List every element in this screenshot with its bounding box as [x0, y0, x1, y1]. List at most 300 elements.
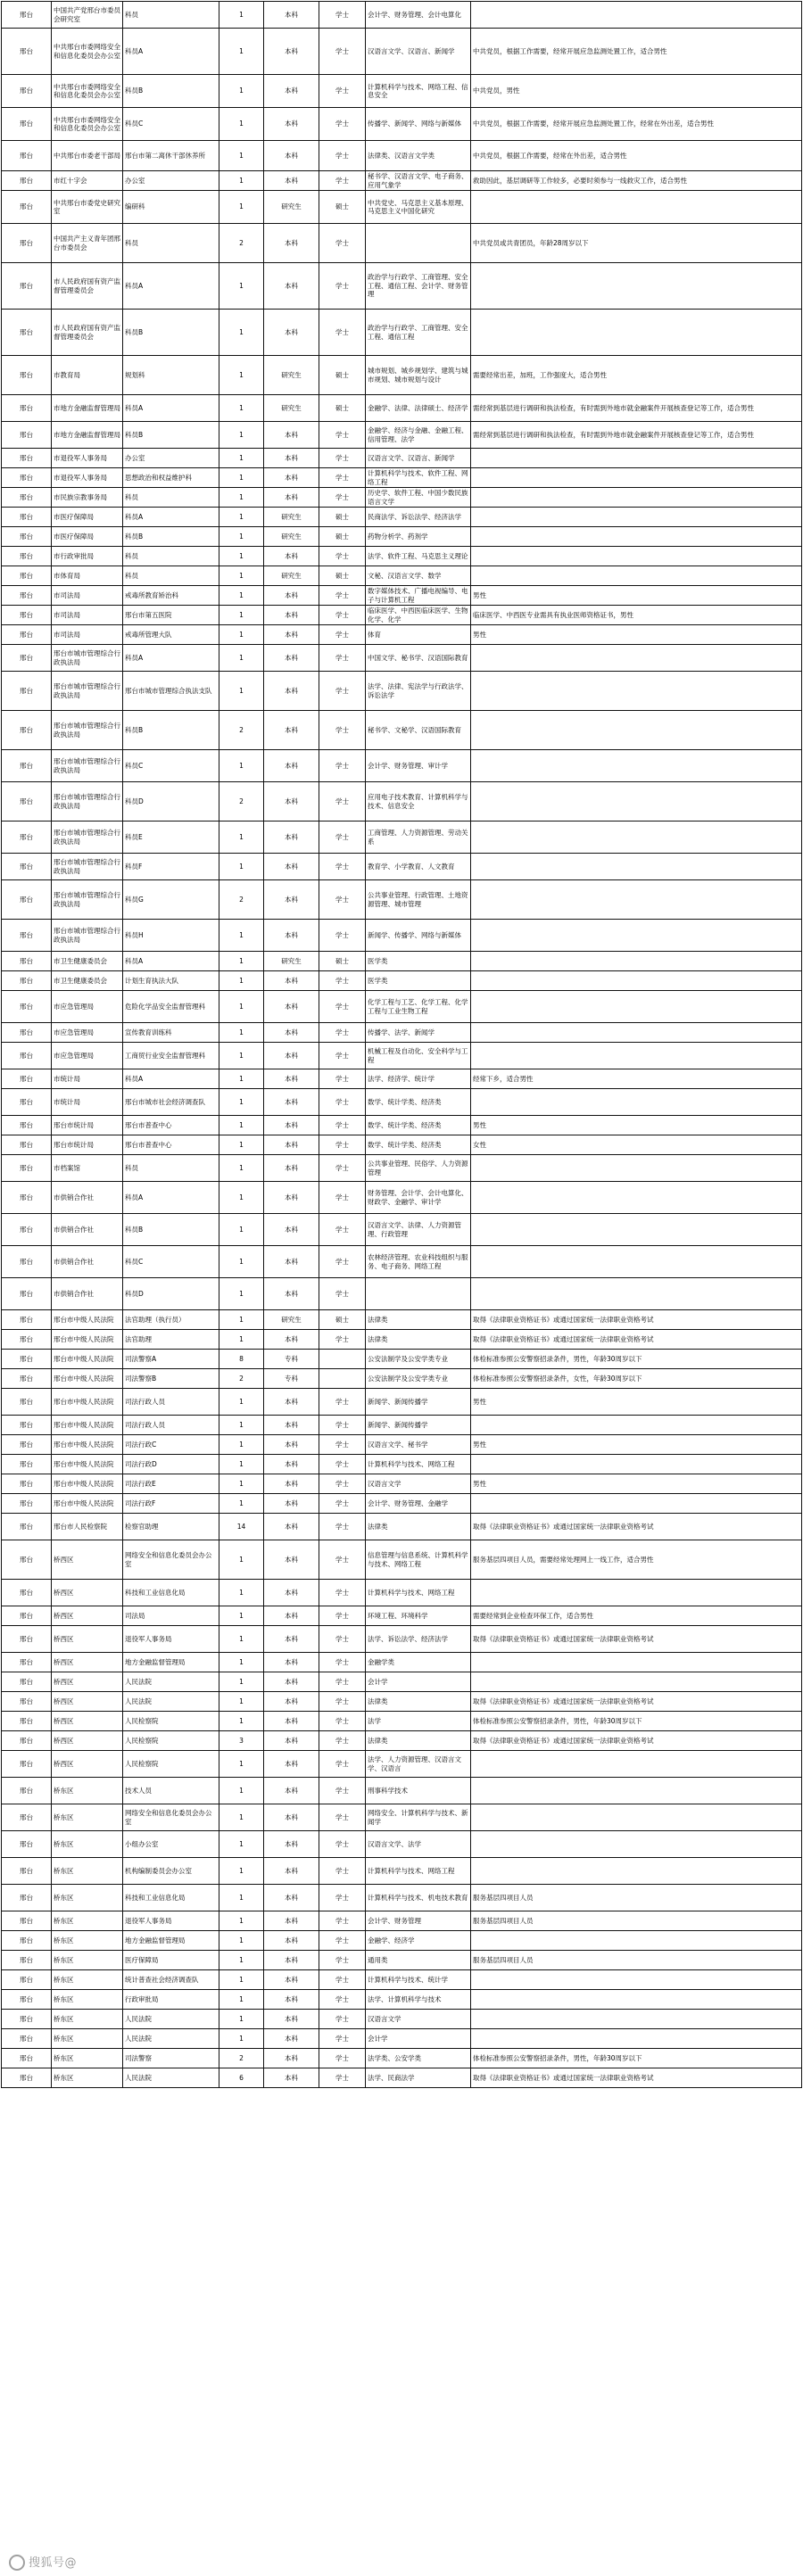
cell-edu: 本科 [264, 422, 319, 449]
table-row [2, 1911, 802, 1931]
cell-notes: 经常下乡，适合男性 [471, 1069, 802, 1089]
cell-major: 公共事业管理、行政管理、土地资源管理、城市管理 [366, 880, 471, 920]
cell-edu: 专科 [264, 1350, 319, 1369]
cell-count: 1 [219, 141, 264, 171]
cell-notes: 取得《法律职业资格证书》或通过国家统一法律职业资格考试 [471, 1514, 802, 1540]
cell-region: 邢台 [2, 1692, 52, 1712]
cell-unit: 邢台市人民检察院 [52, 1514, 123, 1540]
cell-notes [471, 1990, 802, 2010]
cell-post: 人民法院 [123, 1672, 219, 1692]
cell-count: 1 [219, 1858, 264, 1885]
table-row [2, 1672, 802, 1692]
cell-unit: 市司法局 [52, 606, 123, 625]
cell-edu: 本科 [264, 1214, 319, 1246]
table-row [2, 750, 802, 782]
cell-major: 汉语言文学 [366, 1474, 471, 1494]
cell-major: 会计学、财务管理、会计电算化 [366, 2, 471, 29]
cell-edu: 本科 [264, 606, 319, 625]
cell-count: 1 [219, 566, 264, 586]
cell-region: 邢台 [2, 1369, 52, 1389]
cell-post: 司法行政F [123, 1494, 219, 1514]
cell-post: 检察官助理 [123, 1514, 219, 1540]
table-row [2, 547, 802, 566]
cell-unit: 市应急管理局 [52, 1023, 123, 1043]
cell-deg: 学士 [319, 224, 366, 263]
cell-count: 1 [219, 1246, 264, 1278]
cell-notes: 取得《法律职业资格证书》或通过国家统一法律职业资格考试 [471, 1692, 802, 1712]
cell-deg: 硕士 [319, 527, 366, 547]
table-row [2, 1653, 802, 1672]
cell-unit: 桥东区 [52, 1831, 123, 1858]
cell-major: 机械工程及自动化、安全科学与工程 [366, 1043, 471, 1069]
cell-post: 科员C [123, 750, 219, 782]
cell-count: 1 [219, 586, 264, 606]
cell-edu: 本科 [264, 1135, 319, 1155]
cell-notes: 需经常到基层进行调研和执法检查，有时需到外地市就金融案件开展核查登记等工作，适合男性 [471, 395, 802, 422]
table-row [2, 1214, 802, 1246]
cell-deg: 学士 [319, 171, 366, 191]
cell-major: 文秘、汉语言文学、数学 [366, 566, 471, 586]
cell-notes [471, 2029, 802, 2049]
cell-edu: 本科 [264, 488, 319, 508]
cell-edu: 本科 [264, 1278, 319, 1310]
cell-post: 科员H [123, 920, 219, 952]
cell-major: 法律类 [366, 1692, 471, 1712]
table-row [2, 1389, 802, 1416]
cell-region: 邢台 [2, 854, 52, 880]
cell-region: 邢台 [2, 1416, 52, 1435]
cell-deg: 学士 [319, 2049, 366, 2068]
cell-region: 邢台 [2, 1931, 52, 1951]
cell-deg: 学士 [319, 1540, 366, 1580]
cell-major: 金融学类 [366, 1653, 471, 1672]
cell-count: 3 [219, 1731, 264, 1751]
cell-major: 计算机科学与技术、统计学 [366, 1970, 471, 1990]
cell-post: 人民法院 [123, 2010, 219, 2029]
cell-post: 科员E [123, 822, 219, 854]
cell-major: 政治学与行政学、工商管理、安全工程、通信工程 [366, 310, 471, 356]
cell-post: 计划生育执法大队 [123, 971, 219, 991]
table-row [2, 1155, 802, 1182]
table-row [2, 1731, 802, 1751]
cell-count: 1 [219, 750, 264, 782]
table-row [2, 1778, 802, 1804]
cell-unit: 邢台市城市管理综合行政执法局 [52, 672, 123, 711]
cell-notes [471, 1455, 802, 1474]
cell-edu: 本科 [264, 1606, 319, 1626]
cell-major: 计算机科学与技术、网络工程、信息安全 [366, 75, 471, 108]
cell-count: 1 [219, 1494, 264, 1514]
cell-count: 6 [219, 2068, 264, 2088]
cell-post: 科员B [123, 422, 219, 449]
cell-deg: 学士 [319, 1692, 366, 1712]
cell-edu: 本科 [264, 108, 319, 141]
cell-count: 1 [219, 1135, 264, 1155]
table-row [2, 468, 802, 488]
cell-unit: 中共邢台市委网络安全和信息化委员会办公室 [52, 75, 123, 108]
cell-major: 体育 [366, 625, 471, 645]
cell-deg: 学士 [319, 1155, 366, 1182]
cell-major: 公安法制学及公安学类专业 [366, 1369, 471, 1389]
cell-unit: 市人民政府国有资产监督管理委员会 [52, 310, 123, 356]
cell-major: 数字媒体技术、广播电视编导、电子与计算机工程 [366, 586, 471, 606]
cell-major: 民商法学、诉讼法学、经济法学 [366, 508, 471, 527]
cell-post: 科员A [123, 645, 219, 672]
cell-unit: 邢台市中级人民法院 [52, 1435, 123, 1455]
cell-notes [471, 1653, 802, 1672]
cell-notes [471, 1858, 802, 1885]
cell-post: 科员B [123, 310, 219, 356]
cell-notes: 中共党员或共青团员，年龄28周岁以下 [471, 224, 802, 263]
cell-major: 汉语言文学、秘书学 [366, 1435, 471, 1455]
cell-count: 1 [219, 108, 264, 141]
cell-region: 邢台 [2, 880, 52, 920]
cell-unit: 市医疗保障局 [52, 508, 123, 527]
cell-unit: 邢台市中级人民法院 [52, 1369, 123, 1389]
cell-notes: 服务基层四项目人员 [471, 1951, 802, 1970]
cell-region: 邢台 [2, 1970, 52, 1990]
cell-deg: 学士 [319, 1182, 366, 1214]
cell-major: 公安法制学及公安学类专业 [366, 1350, 471, 1369]
cell-notes [471, 1804, 802, 1831]
cell-major: 计算机科学与技术、机电技术教育 [366, 1885, 471, 1911]
cell-unit: 桥东区 [52, 2010, 123, 2029]
cell-count: 1 [219, 29, 264, 75]
cell-count: 1 [219, 488, 264, 508]
cell-count: 1 [219, 2, 264, 29]
cell-region: 邢台 [2, 171, 52, 191]
cell-deg: 学士 [319, 310, 366, 356]
table-row [2, 2, 802, 29]
cell-count: 1 [219, 1653, 264, 1672]
table-row [2, 1135, 802, 1155]
table-row [2, 1182, 802, 1214]
cell-unit: 市人民政府国有资产监督管理委员会 [52, 263, 123, 310]
cell-deg: 学士 [319, 1278, 366, 1310]
cell-unit: 邢台市城市管理综合行政执法局 [52, 854, 123, 880]
cell-deg: 学士 [319, 263, 366, 310]
cell-post: 科技和工业信息化局 [123, 1885, 219, 1911]
cell-deg: 学士 [319, 1389, 366, 1416]
cell-notes [471, 468, 802, 488]
cell-count: 1 [219, 310, 264, 356]
cell-post: 退役军人事务局 [123, 1626, 219, 1653]
cell-notes [471, 971, 802, 991]
cell-region: 邢台 [2, 75, 52, 108]
cell-edu: 本科 [264, 971, 319, 991]
cell-post: 行政审批局 [123, 1990, 219, 2010]
cell-notes: 需要经常出差，加班，工作强度大，适合男性 [471, 356, 802, 395]
cell-unit: 桥东区 [52, 1885, 123, 1911]
cell-edu: 研究生 [264, 1310, 319, 1330]
cell-major: 法学、诉讼法学、经济法学 [366, 1626, 471, 1653]
table-row [2, 1369, 802, 1389]
table-row [2, 1712, 802, 1731]
cell-region: 邢台 [2, 1514, 52, 1540]
cell-edu: 本科 [264, 310, 319, 356]
cell-edu: 本科 [264, 1951, 319, 1970]
cell-post: 司法行政人员 [123, 1389, 219, 1416]
cell-deg: 学士 [319, 1474, 366, 1494]
table-row [2, 2049, 802, 2068]
cell-major [366, 224, 471, 263]
cell-unit: 市体育局 [52, 566, 123, 586]
cell-notes [471, 822, 802, 854]
cell-edu: 本科 [264, 1653, 319, 1672]
cell-count: 1 [219, 1911, 264, 1931]
cell-region: 邢台 [2, 1435, 52, 1455]
cell-major: 会计学、财务管理、审计学 [366, 750, 471, 782]
cell-major: 医学类 [366, 952, 471, 971]
table-row [2, 1246, 802, 1278]
cell-count: 1 [219, 1831, 264, 1858]
cell-deg: 学士 [319, 991, 366, 1023]
cell-region: 邢台 [2, 1804, 52, 1831]
cell-notes [471, 880, 802, 920]
cell-major: 法学、人力资源管理、汉语言文学、汉语言 [366, 1751, 471, 1778]
cell-post: 科员F [123, 854, 219, 880]
cell-region: 邢台 [2, 586, 52, 606]
cell-deg: 学士 [319, 625, 366, 645]
cell-edu: 本科 [264, 645, 319, 672]
job-listing-table [1, 1, 802, 2088]
cell-major: 信息管理与信息系统、计算机科学与技术、网络工程 [366, 1540, 471, 1580]
cell-post: 科员 [123, 547, 219, 566]
cell-region: 邢台 [2, 1278, 52, 1310]
cell-notes [471, 2010, 802, 2029]
cell-count: 1 [219, 527, 264, 547]
cell-region: 邢台 [2, 488, 52, 508]
cell-major: 历史学、软件工程、中国少数民族语言文学 [366, 488, 471, 508]
cell-edu: 本科 [264, 1389, 319, 1416]
cell-major: 化学工程与工艺、化学工程、化学工程与工业生物工程 [366, 991, 471, 1023]
cell-deg: 学士 [319, 1831, 366, 1858]
cell-count: 1 [219, 1310, 264, 1330]
cell-count: 2 [219, 711, 264, 750]
cell-count: 1 [219, 1606, 264, 1626]
cell-region: 邢台 [2, 920, 52, 952]
cell-edu: 本科 [264, 1416, 319, 1435]
cell-region: 邢台 [2, 1990, 52, 2010]
cell-notes: 需要经常到企业检查环保工作，适合男性 [471, 1606, 802, 1626]
cell-count: 14 [219, 1514, 264, 1540]
cell-deg: 学士 [319, 1089, 366, 1116]
cell-major: 会计学、财务管理 [366, 1911, 471, 1931]
cell-region: 邢台 [2, 2010, 52, 2029]
cell-major: 会计学、财务管理、金融学 [366, 1494, 471, 1514]
cell-post: 科员 [123, 488, 219, 508]
cell-post: 思想政治和权益维护科 [123, 468, 219, 488]
table-row [2, 991, 802, 1023]
cell-count: 1 [219, 547, 264, 566]
cell-notes: 中共党员，男性 [471, 75, 802, 108]
cell-deg: 学士 [319, 2, 366, 29]
cell-notes [471, 645, 802, 672]
table-row [2, 1043, 802, 1069]
cell-major: 传播学、新闻学、网络与新媒体 [366, 108, 471, 141]
cell-post: 科员A [123, 508, 219, 527]
cell-region: 邢台 [2, 2029, 52, 2049]
cell-major: 法学、经济学、统计学 [366, 1069, 471, 1089]
cell-notes [471, 1246, 802, 1278]
cell-count: 1 [219, 971, 264, 991]
cell-deg: 学士 [319, 854, 366, 880]
cell-count: 1 [219, 1069, 264, 1089]
cell-post: 科员 [123, 224, 219, 263]
cell-count: 1 [219, 1951, 264, 1970]
cell-post: 科员A [123, 952, 219, 971]
cell-edu: 本科 [264, 1858, 319, 1885]
cell-post: 科员A [123, 1069, 219, 1089]
cell-major: 法学、计算机科学与技术 [366, 1990, 471, 2010]
cell-region: 邢台 [2, 2, 52, 29]
cell-unit: 市司法局 [52, 625, 123, 645]
cell-edu: 研究生 [264, 508, 319, 527]
cell-region: 邢台 [2, 1751, 52, 1778]
cell-deg: 学士 [319, 547, 366, 566]
cell-unit: 桥西区 [52, 1731, 123, 1751]
cell-unit: 中共邢台市委党史研究室 [52, 191, 123, 224]
cell-post: 统计普查社会经济调查队 [123, 1970, 219, 1990]
cell-unit: 市地方金融监督管理局 [52, 422, 123, 449]
cell-count: 1 [219, 1990, 264, 2010]
cell-count: 1 [219, 1778, 264, 1804]
cell-post: 网络安全和信息化委员会办公室 [123, 1804, 219, 1831]
cell-count: 1 [219, 1182, 264, 1214]
table-row [2, 1435, 802, 1455]
cell-count: 1 [219, 1970, 264, 1990]
cell-notes [471, 310, 802, 356]
table-row [2, 29, 802, 75]
cell-edu: 本科 [264, 1069, 319, 1089]
cell-edu: 本科 [264, 2068, 319, 2088]
cell-deg: 硕士 [319, 566, 366, 586]
cell-notes [471, 547, 802, 566]
cell-major: 工商管理、人力资源管理、劳动关系 [366, 822, 471, 854]
cell-post: 地方金融监督管理局 [123, 1931, 219, 1951]
cell-major: 法学 [366, 1712, 471, 1731]
cell-edu: 研究生 [264, 527, 319, 547]
cell-notes: 服务基层四项目人员 [471, 1911, 802, 1931]
cell-unit: 桥西区 [52, 1712, 123, 1731]
cell-deg: 学士 [319, 1804, 366, 1831]
cell-unit: 市卫生健康委员会 [52, 971, 123, 991]
cell-edu: 本科 [264, 1474, 319, 1494]
cell-major: 城市规划、城乡规划学、建筑与城市规划、城市规划与设计 [366, 356, 471, 395]
cell-count: 1 [219, 449, 264, 468]
cell-deg: 硕士 [319, 1310, 366, 1330]
cell-edu: 本科 [264, 672, 319, 711]
cell-edu: 本科 [264, 586, 319, 606]
cell-notes: 临床医学、中西医专业需具有执业医师资格证书，男性 [471, 606, 802, 625]
cell-unit: 市教育局 [52, 356, 123, 395]
table-row [2, 1885, 802, 1911]
cell-major: 金融学、法律、法律硕士、经济学 [366, 395, 471, 422]
cell-count: 1 [219, 1023, 264, 1043]
cell-count: 1 [219, 75, 264, 108]
cell-major: 会计学 [366, 2029, 471, 2049]
cell-count: 1 [219, 1214, 264, 1246]
cell-unit: 邢台市统计局 [52, 1116, 123, 1135]
cell-count: 2 [219, 782, 264, 822]
cell-count: 1 [219, 508, 264, 527]
cell-post: 危险化学品安全监督管理科 [123, 991, 219, 1023]
cell-count: 8 [219, 1350, 264, 1369]
cell-deg: 学士 [319, 1455, 366, 1474]
cell-edu: 研究生 [264, 356, 319, 395]
cell-deg: 学士 [319, 75, 366, 108]
cell-edu: 本科 [264, 1712, 319, 1731]
cell-notes: 服务基层四项目人员 [471, 1885, 802, 1911]
cell-edu: 本科 [264, 1626, 319, 1653]
cell-post: 科员B [123, 527, 219, 547]
cell-notes [471, 1278, 802, 1310]
cell-deg: 学士 [319, 1330, 366, 1350]
cell-post: 邢台市第二离休干部休养所 [123, 141, 219, 171]
cell-count: 1 [219, 1672, 264, 1692]
cell-post: 办公室 [123, 171, 219, 191]
cell-unit: 邢台市中级人民法院 [52, 1474, 123, 1494]
cell-edu: 本科 [264, 263, 319, 310]
cell-count: 1 [219, 468, 264, 488]
cell-notes [471, 1751, 802, 1778]
cell-edu: 本科 [264, 75, 319, 108]
table-row [2, 1023, 802, 1043]
cell-edu: 本科 [264, 2010, 319, 2029]
cell-unit: 桥东区 [52, 1778, 123, 1804]
cell-post: 科员B [123, 711, 219, 750]
cell-major: 环境工程、环境科学 [366, 1606, 471, 1626]
cell-count: 1 [219, 1885, 264, 1911]
cell-count: 1 [219, 191, 264, 224]
cell-edu: 本科 [264, 1831, 319, 1858]
table-row [2, 488, 802, 508]
cell-region: 邢台 [2, 1455, 52, 1474]
table-row [2, 356, 802, 395]
cell-major: 数学、统计学类、经济类 [366, 1135, 471, 1155]
cell-notes [471, 508, 802, 527]
cell-count: 1 [219, 263, 264, 310]
cell-edu: 本科 [264, 1023, 319, 1043]
cell-deg: 学士 [319, 449, 366, 468]
cell-region: 邢台 [2, 1712, 52, 1731]
cell-deg: 学士 [319, 1606, 366, 1626]
cell-region: 邢台 [2, 2068, 52, 2088]
cell-post: 医疗保障局 [123, 1951, 219, 1970]
cell-post: 邢台市第五医院 [123, 606, 219, 625]
cell-major: 应用电子技术教育、计算机科学与技术、信息安全 [366, 782, 471, 822]
cell-post: 小组办公室 [123, 1831, 219, 1858]
cell-region: 邢台 [2, 1350, 52, 1369]
cell-region: 邢台 [2, 1389, 52, 1416]
cell-unit: 邢台市中级人民法院 [52, 1310, 123, 1330]
cell-major: 法律类 [366, 1310, 471, 1330]
cell-deg: 学士 [319, 1858, 366, 1885]
cell-post: 规划科 [123, 356, 219, 395]
cell-major: 财务管理、会计学、会计电算化、财政学、金融学、审计学 [366, 1182, 471, 1214]
cell-notes [471, 191, 802, 224]
cell-region: 邢台 [2, 1911, 52, 1931]
cell-deg: 学士 [319, 1214, 366, 1246]
table-row [2, 672, 802, 711]
table-row [2, 1951, 802, 1970]
cell-notes: 体检标准参照公安警察招录条件，男性，年龄30周岁以下 [471, 1350, 802, 1369]
cell-notes [471, 1182, 802, 1214]
cell-unit: 市应急管理局 [52, 991, 123, 1023]
cell-unit: 桥西区 [52, 1626, 123, 1653]
cell-notes: 体检标准参照公安警察招录条件，男性，年龄30周岁以下 [471, 1712, 802, 1731]
cell-region: 邢台 [2, 1474, 52, 1494]
